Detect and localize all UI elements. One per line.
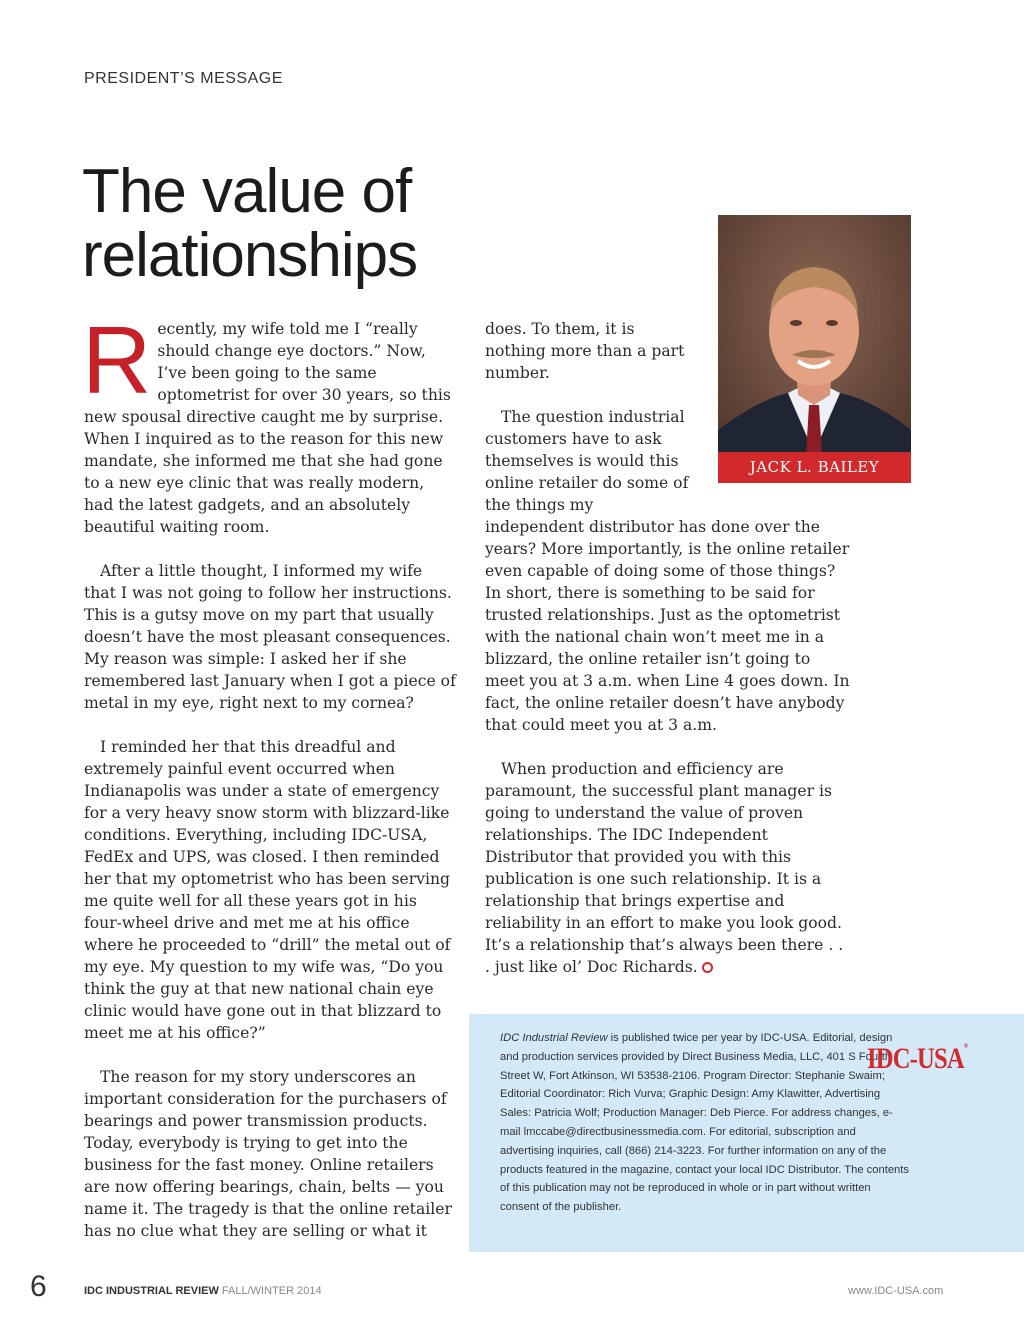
footer-pub-name: IDC INDUSTRIAL REVIEW bbox=[84, 1285, 219, 1297]
paragraph: I reminded her that this dreadful and extremely painful event occurred when Indianapolis was under a state of emergency for a very heavy snow storm with blizzard-like conditions. Everything, including IDC-USA, FedEx and UPS, was closed. I then reminded her that my optometrist who has been serving me quite well for all these years got in his four-wheel drive and met me at his office where he proceeded to “drill” the metal out of my eye. My question to my wife was, “Do you think the guy at that new national chain eye clinic would have gone out in that blizzard to meet me at his office?” bbox=[84, 738, 451, 1042]
paragraph: After a little thought, I informed my wife that I was not going to follow her instructions. This is a gutsy move on my part that usually doesn’t have the most pleasant consequences. My reason was simple: I asked her if she remembered last January when I got a piece of metal in my eye, right next to my cornea? bbox=[84, 562, 456, 712]
drop-cap: R bbox=[82, 307, 152, 414]
section-label: PRESIDENT’S MESSAGE bbox=[84, 70, 283, 87]
publication-info-box bbox=[469, 1014, 1024, 1252]
footer-publication bbox=[84, 1285, 322, 1297]
registered-mark: ® bbox=[963, 1042, 968, 1050]
paragraph: The reason for my story underscores an important consideration for the purchasers of bearings and power transmission products. Today, everybody is trying to get into the business for the fast money. Online retailers are now offering bearings, chain, belts — you name it. The tragedy is that the online retailer has no clue what they are selling or what it bbox=[84, 1068, 452, 1240]
idc-usa-logo bbox=[867, 1042, 967, 1076]
publication-info-text bbox=[500, 1029, 910, 1217]
page-number: 6 bbox=[30, 1270, 47, 1303]
footer-url: www.IDC-USA.com bbox=[848, 1285, 944, 1297]
article-column-left bbox=[82, 307, 456, 1264]
portrait-caption: JACK L. BAILEY bbox=[718, 452, 911, 483]
headline: The value of relationships bbox=[82, 157, 418, 290]
paragraph-text: When production and efficiency are paramount, the successful plant manager is going to understand the value of proven relationships. The IDC Independent Distributor that provided you with this publication is one such relationship. It is a relationship that brings expertise and reliability in an effort to make you look good. It’s a relationship that’s always been there . . . just like ol’ Doc Richards. bbox=[485, 760, 844, 976]
paragraph bbox=[82, 307, 456, 538]
paragraph-text: does. To them, it is nothing more than a part number. bbox=[485, 320, 685, 382]
portrait-photo bbox=[718, 215, 911, 483]
paragraph bbox=[485, 758, 851, 978]
logo-text: IDC-USA bbox=[867, 1042, 964, 1075]
paragraph: The question industrial customers have to ask themselves is would this online retailer do some of the things my independent distributor has done over the years? More importantly, is the online retailer even capable of doing some of those things? In short, there is something to be said for trusted relationships. Just as the optometrist with the national chain won’t meet me in a blizzard, the online retailer isn’t going to meet you at 3 a.m. when Line 4 goes down. In fact, the online retailer doesn’t have anybody that could meet you at 3 a.m. bbox=[485, 408, 850, 734]
publication-name: IDC Industrial Review bbox=[500, 1032, 608, 1044]
paragraph-text: ecently, my wife told me I “really should change eye doctors.” Now, I’ve been going to the same optometrist for over 30 years, so this new spousal directive caught me by surprise. When I inquired as to the reason for this new mandate, she informed me that she had gone to a new eye clinic that was really modern, had the latest gadgets, and an absolutely beautiful waiting room. bbox=[84, 320, 451, 536]
publication-details: is published twice per year by IDC-USA. Editorial, design and production services provided by Direct Business Media, LLC, 401 S Fourth Street W, Fort Atkinson, WI 53538-2106. Program Director: Stephanie Swaim; Editorial Coordinator: Rich Vurva; Graphic Design: Amy Klawitter, Advertising Sales: Patricia Wolf; Production Manager: Deb Pierce. For address changes, e-mail lmccabe@directbusinessmedia.com. For editorial, subscription and advertising inquiries, call (866) 214-3223. For further information on any of the products featured in the magazine, contact your local IDC Distributor. The contents of this publication may not be reproduced in whole or in part without written consent of the publisher. bbox=[500, 1032, 909, 1214]
end-mark-icon bbox=[702, 962, 713, 973]
portrait-icon bbox=[718, 215, 911, 483]
footer-issue: FALL/WINTER 2014 bbox=[218, 1285, 322, 1297]
